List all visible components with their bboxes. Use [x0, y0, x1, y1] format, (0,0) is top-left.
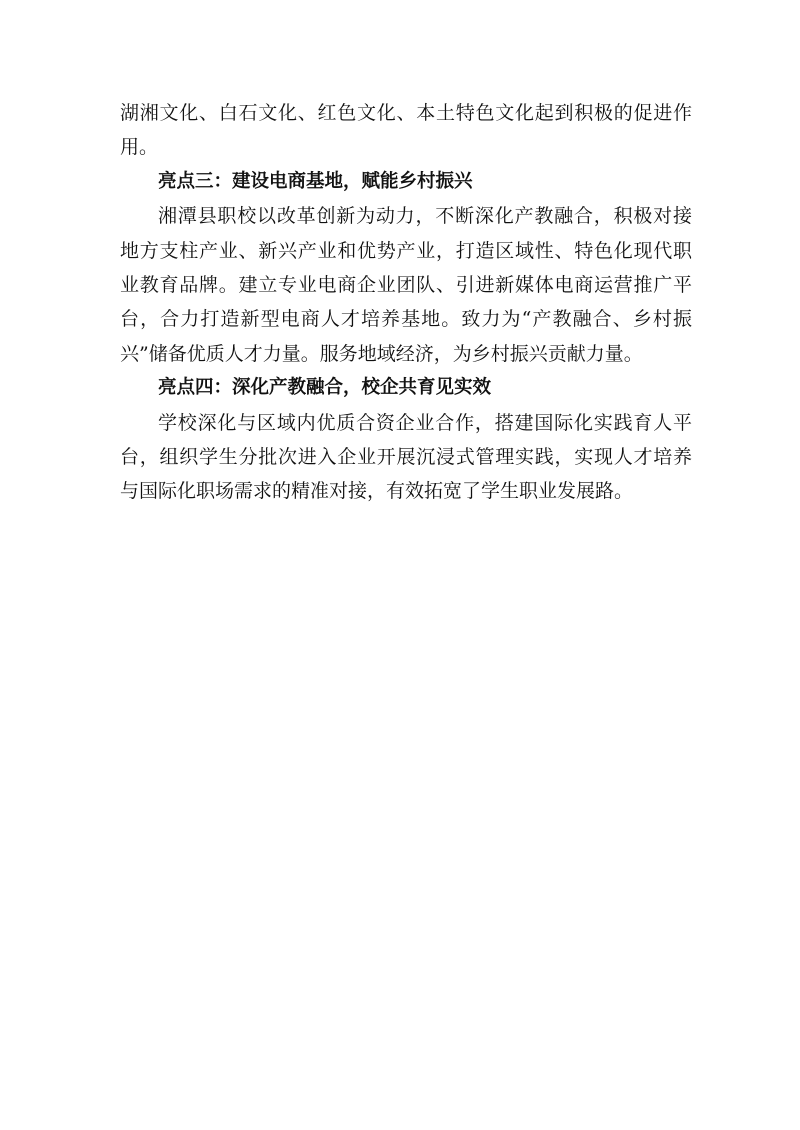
paragraph-line: 与国际化职场需求的精准对接，有效拓宽了学生职业发展路。: [120, 480, 634, 503]
section-heading: 亮点四：深化产教融合，校企共育见实效: [158, 377, 492, 399]
paragraph-line: 台，组织学生分批次进入企业开展沉浸式管理实践，实现人才培养: [120, 445, 692, 468]
paragraph-line: 湖湘文化、白石文化、红色文化、本土特色文化起到积极的促进作: [120, 102, 692, 124]
paragraph-line: 用。: [120, 136, 159, 159]
paragraph-line: 兴”储备优质人才力量。服务地域经济，为乡村振兴贡献力量。: [120, 342, 643, 365]
paragraph-line: 湘潭县职校以改革创新为动力，不断深化产教融合，积极对接: [158, 205, 692, 228]
section-highlight-4: [120, 371, 692, 509]
paragraph-continued: [120, 96, 692, 165]
section-highlight-3: [120, 165, 692, 371]
paragraph-line: 业教育品牌。建立专业电商企业团队、引进新媒体电商运营推广平: [120, 273, 692, 296]
document-body: [120, 96, 692, 509]
paragraph-line: 台，合力打造新型电商人才培养基地。致力为“产教融合、乡村振: [120, 308, 692, 331]
section-heading: 亮点三：建设电商基地，赋能乡村振兴: [158, 170, 473, 192]
paragraph-line: 学校深化与区域内优质合资企业合作，搭建国际化实践育人平: [158, 411, 692, 434]
paragraph-line: 地方支柱产业、新兴产业和优势产业，打造区域性、特色化现代职: [120, 239, 692, 262]
